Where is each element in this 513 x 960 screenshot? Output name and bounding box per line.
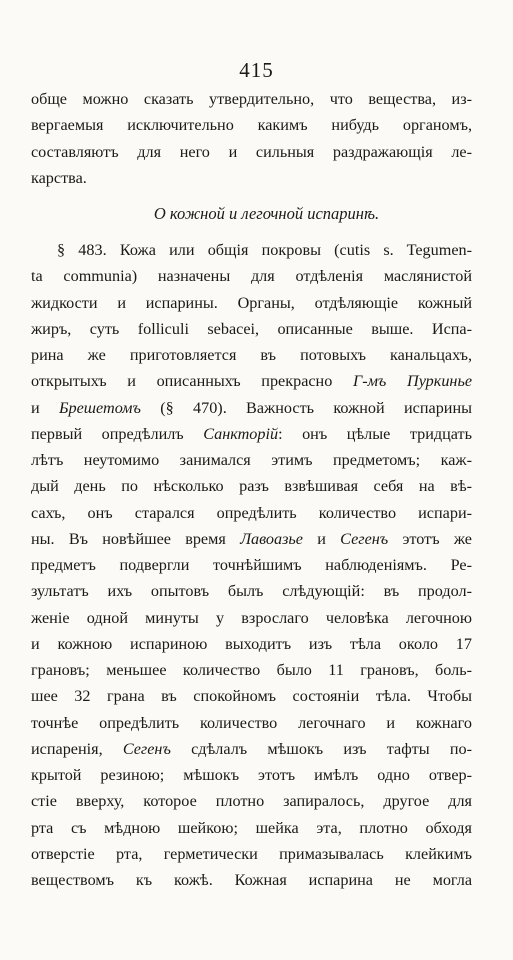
text-line: точнѣе опредѣлить количество легочнаго и кожнаго bbox=[31, 713, 472, 732]
text-line: грановъ; меньшее количество было 11 грановъ, боль- bbox=[31, 661, 472, 679]
text-line: ta communia) назначены для отдѣленія маслянистой bbox=[31, 267, 472, 286]
text-line: женіе одной минуты у взрослаго человѣка легочною bbox=[31, 608, 472, 627]
person-name: Сегенъ bbox=[122, 739, 171, 758]
text-line: обще можно сказать утвердительно, что вещества, из- bbox=[31, 90, 472, 108]
text-run: открытыхъ и описанныхъ прекрасно bbox=[31, 372, 353, 391]
text-run: первый опредѣлилъ bbox=[31, 424, 204, 443]
text-line: § 483. Кожа или общія покровы (cutis s. Tegumen- bbox=[57, 241, 472, 259]
text-run: испаренія, bbox=[31, 739, 123, 758]
text-line: жиръ, суть folliculi sebacei, описанные выше. Испа- bbox=[31, 319, 472, 338]
text-line: дый день по нѣсколько разъ взвѣшивая себя на вѣ- bbox=[31, 477, 472, 496]
text-line bbox=[31, 395, 472, 421]
text-line: крытой резиною; мѣшокъ этотъ имѣлъ одно отвер- bbox=[31, 766, 472, 784]
text-line: вергаемыя исключительно какимъ нибудь органомъ, bbox=[31, 116, 472, 135]
page-number: 415 bbox=[239, 58, 274, 82]
text-line bbox=[31, 368, 472, 394]
person-name: Брешетомъ bbox=[58, 398, 141, 417]
person-name: Лавоазье bbox=[240, 529, 303, 548]
person-name: Сегенъ bbox=[340, 529, 389, 548]
text-line: предметъ подвергли точнѣйшимъ наблюденіямъ. Ре- bbox=[31, 556, 472, 574]
text-line: рина же приготовляется въ потовыхъ канальцахъ, bbox=[31, 346, 472, 364]
person-name: Санкторій bbox=[203, 424, 279, 443]
text-line: веществомъ къ кожѣ. Кожная испарина не могла bbox=[31, 871, 472, 889]
text-line: лѣтъ неутомимо занимался этимъ предметомъ; каж- bbox=[31, 451, 472, 469]
text-line: зультатъ ихъ опытовъ былъ слѣдующій: въ продол- bbox=[31, 582, 472, 601]
text-line bbox=[31, 421, 472, 447]
section-heading: О кожной и легочной испаринѣ. bbox=[153, 204, 380, 223]
text-line: и кожною испариною выходитъ изъ тѣла около 17 bbox=[31, 634, 472, 653]
text-line: карства. bbox=[31, 168, 87, 187]
paragraph-483 bbox=[31, 237, 472, 893]
text-run: и bbox=[303, 529, 341, 548]
text-line: жидкости и испарины. Органы, отдѣляющіе кожный bbox=[31, 293, 472, 312]
text-run: этотъ же bbox=[388, 529, 472, 548]
text-run: ны. Въ новѣйшее время bbox=[31, 529, 241, 548]
text-run: и bbox=[31, 398, 59, 417]
text-line: составляютъ для него и сильныя раздражающія ле- bbox=[31, 142, 472, 161]
text-line: сахъ, онъ старался опредѣлить количество испари- bbox=[31, 503, 472, 522]
person-name: Г-мъ Пуркинье bbox=[353, 372, 472, 391]
text-run: : онъ цѣлые тридцать bbox=[278, 424, 472, 443]
text-run: сдѣлалъ мѣшокъ изъ тафты по- bbox=[170, 739, 472, 758]
text-line: шее 32 грана въ спокойномъ состояніи тѣла. Чтобы bbox=[31, 687, 472, 706]
page-text bbox=[31, 86, 472, 893]
text-line: стіе вверху, которое плотно запиралось, другое для bbox=[31, 792, 472, 811]
text-line: рта съ мѣдною шейкою; шейка эта, плотно обходя bbox=[31, 818, 472, 837]
text-line bbox=[31, 526, 472, 552]
text-line bbox=[31, 736, 472, 762]
text-run: (§ 470). Важность кожной испарины bbox=[140, 398, 472, 417]
paragraph-continued bbox=[31, 86, 472, 191]
text-line: отверстіе рта, герметически примазывалась клейкимъ bbox=[31, 844, 472, 863]
